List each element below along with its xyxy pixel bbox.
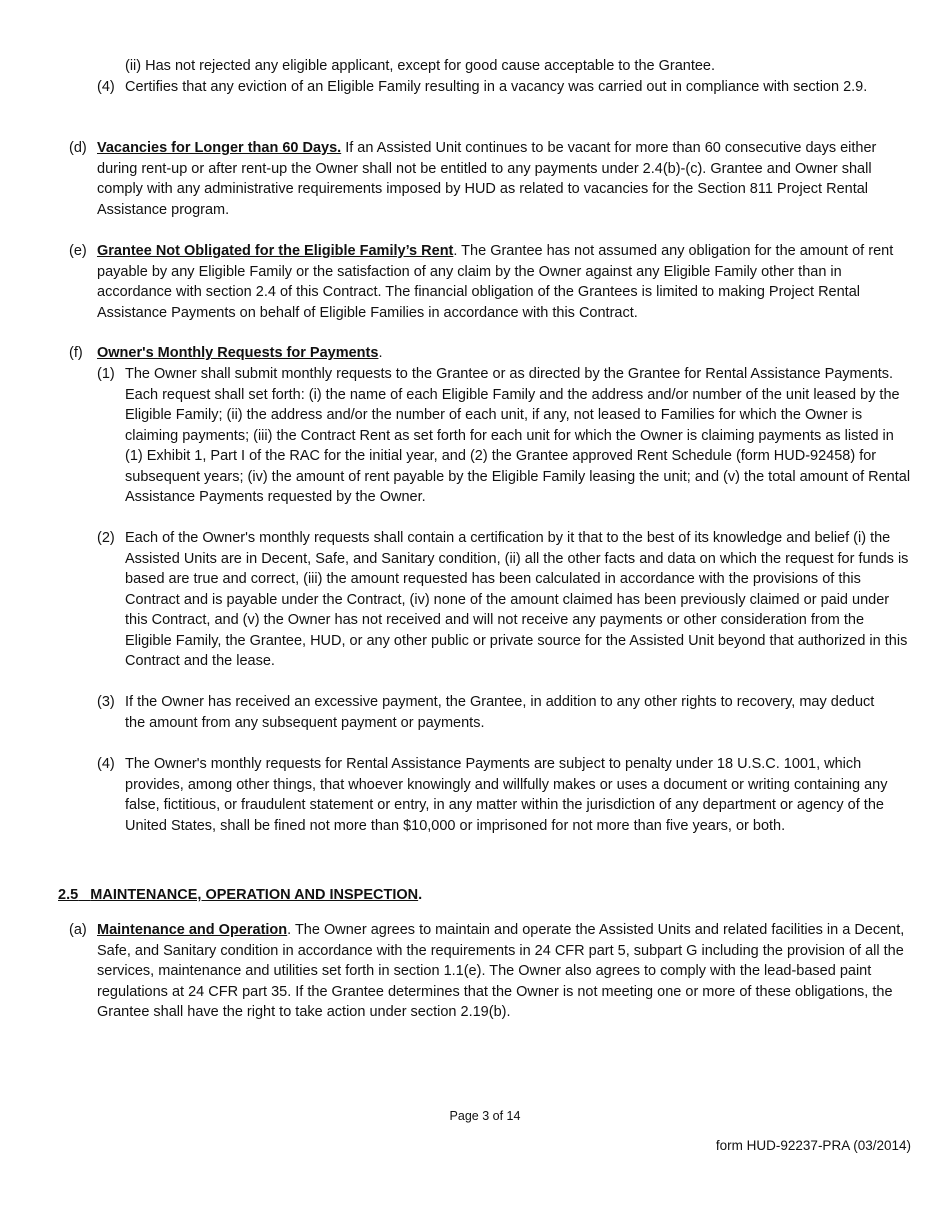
clause-2-5-a-text: . The Owner agrees to maintain and operate the Assisted Units and related facilities in a Decent, Safe, and Sanitary condition in accordance with the requirements in 24 CFR part 5, subpart G including the provision of all the services, maintenance and utilities set forth in section 1.1(e). The Owner also agrees to comply with the lead-based paint regulations at 24 CFR part 35. If the Grantee determines that the Owner is not meeting one or more of these obligations, the Grantee shall have the right to take action under section 2.19(b). <box>97 922 905 1020</box>
clause-f-1-label: (1) <box>97 366 115 382</box>
clause-c-4-text: Certifies that any eviction of an Eligible Family resulting in a vacancy was carried out in compliance with section 2.9. <box>125 79 868 95</box>
clause-d-label: (d) <box>69 140 87 156</box>
section-2-5-title: MAINTENANCE, OPERATION AND INSPECTION <box>90 887 419 903</box>
section-2-5-number: 2.5 <box>58 887 79 903</box>
clause-f-text: . <box>378 345 383 361</box>
clause-f-3-text: If the Owner has received an excessive payment, the Grantee, in addition to any other rights to recovery, may deduct the amount from any subsequent payment or payments. <box>125 694 875 731</box>
clause-2-5-a-body <box>97 920 915 1023</box>
clause-f-4-label: (4) <box>97 756 115 772</box>
clause-e-body <box>97 241 912 323</box>
clause-d-body <box>97 138 915 220</box>
form-identifier: form HUD-92237-PRA (03/2014) <box>715 1138 911 1153</box>
section-2-5-period: . <box>418 887 423 903</box>
clause-e-text: . The Grantee has not assumed any obligation for the amount of rent payable by any Eligible Family or the satisfaction of any claim by the Owner against any Eligible Family other than in accordance with section 2.4 of this Contract. The financial obligation of the Grantees is limited to making Project Rental Assistance Payments on behalf of Eligible Families in accordance with this Contract. <box>97 243 894 321</box>
clause-d-text: If an Assisted Unit continues to be vacant for more than 60 consecutive days either during rent-up or after rent-up the Owner shall not be entitled to any payments under 2.4(b)-(c). Grantee and Owner shall comply with any administrative requirements imposed by HUD as related to vacancies for the Section 811 Project Rental Assistance program. <box>97 140 877 218</box>
page-number: Page 3 of 14 <box>449 1109 521 1123</box>
clause-e-heading: Grantee Not Obligated for the Eligible Family’s Rent <box>97 243 454 259</box>
clause-f-4-text: The Owner's monthly requests for Rental Assistance Payments are subject to penalty under 18 U.S.C. 1001, which provides, among other things, that whoever knowingly and willfully makes or uses a document or writing containing any false, fictitious, or fraudulent statement or entry, in any matter within the jurisdiction of any department or agency of the United States, shall be fined not more than $10,000 or imprisoned for not more than five years, or both. <box>125 756 888 834</box>
clause-c-ii-text: (ii) Has not rejected any eligible applicant, except for good cause acceptable to the Grantee. <box>125 58 716 74</box>
clause-c-ii <box>125 56 915 77</box>
clause-2-5-a-label: (a) <box>69 922 87 938</box>
clause-f-heading: Owner's Monthly Requests for Payments <box>97 345 379 361</box>
clause-2-5-a-heading: Maintenance and Operation <box>97 922 288 938</box>
clause-f-2-text: Each of the Owner's monthly requests shall contain a certification by it that to the best of its knowledge and belief (i) the Assisted Units are in Decent, Safe, and Sanitary condition, (ii) all the other facts and data on which the request for funds is based are true and correct, (iii) the amount requested has been calculated in accordance with the provisions of this Contract and is payable under the Contract, (iv) none of the amount claimed has been previously claimed or paid under this Contract, and (v) the Owner has not received and will not receive any payments or other consideration from the Eligible Family, the Grantee, HUD, or any other public or private source for the Assisted Unit beyond that authorized in this Contract and the lease. <box>125 530 909 669</box>
clause-f-label: (f) <box>69 345 83 361</box>
clause-d-heading: Vacancies for Longer than 60 Days. <box>97 140 342 156</box>
clause-f-body <box>97 343 912 364</box>
clause-f-1-text: The Owner shall submit monthly requests to the Grantee or as directed by the Grantee for Rental Assistance Payments. Each request shall set forth: (i) the name of each Eligible Family and the address and/or number of the unit leased by the Eligible Family; (ii) the address and/or the number of each unit, if any, not leased to Families for which the Owner is claiming payments; (iii) the Contract Rent as set forth for each unit for which the Owner is claiming payments as listed in (1) Exhibit 1, Part I of the RAC for the initial year, and (2) the Grantee approved Rent Schedule (form HUD-92458) for subsequent years; (iv) the amount of rent payable by the Eligible Family leasing the unit; and (v) the total amount of Rental Assistance Payments requested by the Owner. <box>125 366 911 505</box>
clause-f-2-label: (2) <box>97 530 115 546</box>
clause-e-label: (e) <box>69 243 87 259</box>
clause-f-3-label: (3) <box>97 694 115 710</box>
section-2-5-heading <box>58 885 422 906</box>
clause-c-4-label: (4) <box>97 79 115 95</box>
